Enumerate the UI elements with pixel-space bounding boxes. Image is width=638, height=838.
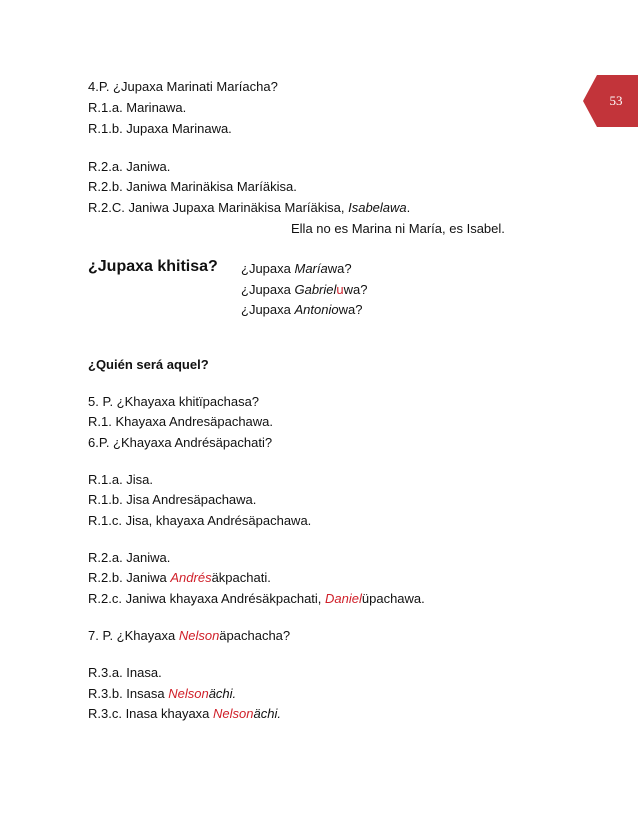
answer-7-3c-name: Nelson bbox=[213, 706, 254, 721]
answer-7-3a: R.3.a. Inasa. bbox=[88, 665, 162, 680]
answer-6-2c-text: R.2.c. Janiwa khayaxa Andrésäkpachati, bbox=[88, 591, 326, 606]
answer-1a: R.1.a. Marinawa. bbox=[88, 100, 187, 115]
answer-2c-end: . bbox=[406, 200, 411, 215]
section-heading-quien: ¿Quién será aquel? bbox=[88, 357, 209, 372]
khitisa-item bbox=[241, 261, 352, 277]
question-7-text: 7. P. ¿Khayaxa bbox=[88, 628, 179, 643]
answer-6-2c bbox=[88, 591, 425, 607]
section-heading-khitisa: ¿Jupaxa khitisa? bbox=[88, 258, 218, 275]
answer-2a: R.2.a. Janiwa. bbox=[88, 159, 171, 174]
question-7 bbox=[88, 628, 290, 644]
khitisa-item-name: Antonio bbox=[294, 302, 339, 317]
khitisa-item bbox=[241, 302, 362, 318]
question-6: 6.P. ¿Khayaxa Andrésäpachati? bbox=[88, 435, 273, 450]
answer-6-1b: R.1.b. Jisa Andresäpachawa. bbox=[88, 492, 257, 507]
answer-2b: R.2.b. Janiwa Marinäkisa Maríäkisa. bbox=[88, 179, 297, 194]
answer-1b: R.1.b. Jupaxa Marinawa. bbox=[88, 121, 232, 136]
question-5: 5. P. ¿Khayaxa khitïpachasa? bbox=[88, 394, 260, 409]
answer-6-2b-name: Andrés bbox=[170, 570, 212, 585]
question-7-name: Nelson bbox=[178, 628, 220, 643]
answer-6-1a: R.1.a. Jisa. bbox=[88, 472, 154, 487]
answer-6-2c-end: üpachawa. bbox=[361, 591, 425, 606]
answer-6-2c-name: Daniel bbox=[325, 591, 362, 606]
khitisa-item-name: Gabriel bbox=[294, 282, 337, 297]
answer-7-3c-end: ächi. bbox=[253, 706, 281, 721]
answer-6-1c: R.1.c. Jisa, khayaxa Andrésäpachawa. bbox=[88, 513, 312, 528]
answer-6-2b bbox=[88, 570, 271, 586]
khitisa-item-suffix: wa? bbox=[327, 261, 352, 276]
spanish-translation: Ella no es Marina ni María, es Isabel. bbox=[291, 221, 505, 236]
khitisa-item-suffix: wa? bbox=[343, 282, 368, 297]
page-number: 53 bbox=[609, 93, 623, 108]
answer-7-3b-text: R.3.b. Insasa bbox=[88, 686, 169, 701]
answer-7-3c-text: R.3.c. Inasa khayaxa bbox=[88, 706, 214, 721]
question-4: 4.P. ¿Jupaxa Marinati Maríacha? bbox=[88, 79, 278, 94]
question-7-end: äpachacha? bbox=[219, 628, 291, 643]
answer-5-1: R.1. Khayaxa Andresäpachawa. bbox=[88, 414, 274, 429]
answer-6-2b-end: äkpachati. bbox=[211, 570, 271, 585]
khitisa-item-prefix: ¿Jupaxa bbox=[241, 282, 295, 297]
answer-7-3b bbox=[88, 686, 236, 702]
answer-2c-italic: Isabelawa bbox=[348, 200, 407, 215]
answer-2c bbox=[88, 200, 410, 216]
khitisa-item-prefix: ¿Jupaxa bbox=[241, 261, 295, 276]
answer-6-2a: R.2.a. Janiwa. bbox=[88, 550, 171, 565]
khitisa-item-prefix: ¿Jupaxa bbox=[241, 302, 295, 317]
answer-6-2b-text: R.2.b. Janiwa bbox=[88, 570, 171, 585]
answer-7-3b-name: Nelson bbox=[168, 686, 209, 701]
page-number-badge bbox=[583, 75, 638, 127]
answer-7-3b-end: ächi. bbox=[208, 686, 237, 701]
answer-7-3c bbox=[88, 706, 281, 722]
khitisa-item-suffix: wa? bbox=[338, 302, 363, 317]
khitisa-item-highlight: u bbox=[336, 282, 344, 297]
khitisa-item bbox=[241, 282, 368, 298]
answer-2c-text: R.2.C. Janiwa Jupaxa Marinäkisa Maríäkisa, bbox=[88, 200, 349, 215]
khitisa-item-name: María bbox=[294, 261, 328, 276]
